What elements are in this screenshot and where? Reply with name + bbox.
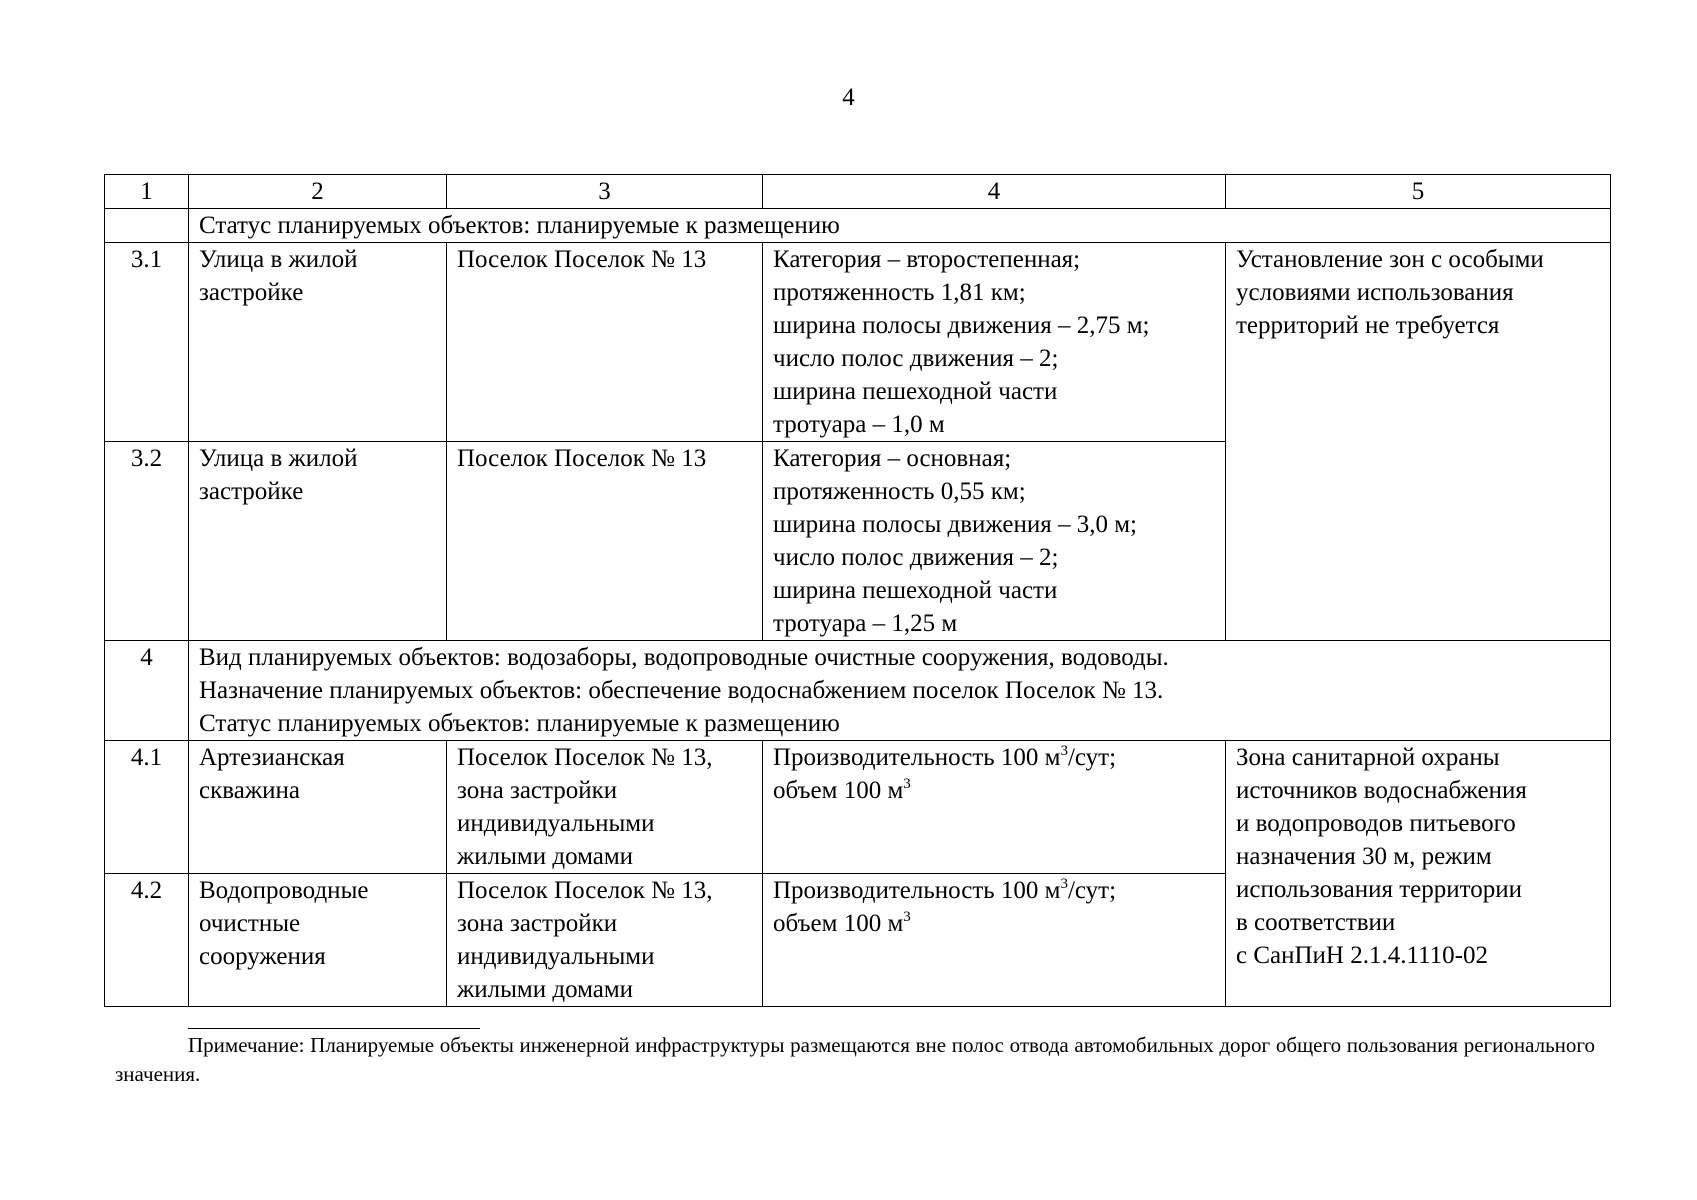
row-number: 3.2 — [105, 442, 189, 641]
object-specs — [763, 874, 1226, 1007]
row-number: 3.1 — [105, 243, 189, 442]
spec-line: ширина пешеходной части — [773, 577, 1058, 604]
spec-line: Категория – основная; — [773, 445, 1012, 472]
object-name: Водопроводные очистные сооружения — [189, 874, 447, 1007]
object-specs — [763, 442, 1226, 641]
object-location: Поселок Поселок № 13, зона застройки индивидуальными жилыми домами — [447, 741, 763, 874]
header-row — [105, 175, 1611, 209]
capacity-unit: /сут; — [1067, 877, 1117, 904]
section-4-purpose: Назначение планируемых объектов: обеспечение водоснабжением поселок Поселок № 13. — [199, 677, 1164, 704]
spec-line: ширина пешеходной части — [773, 378, 1058, 405]
header-cell-2: 2 — [189, 175, 447, 209]
capacity-text: Производительность 100 м — [773, 744, 1061, 771]
footnote-divider — [188, 1028, 480, 1029]
section-4-description — [189, 641, 1611, 741]
header-cell-1: 1 — [105, 175, 189, 209]
volume-text: объем 100 м — [773, 777, 904, 804]
planned-objects-table — [104, 174, 1611, 1007]
spec-line: Категория – второстепенная; — [773, 246, 1081, 273]
section-3-num-cell — [105, 209, 189, 243]
spec-line: число полос движения – 2; — [773, 345, 1059, 372]
spec-line: протяженность 0,55 км; — [773, 478, 1026, 505]
section-4-row — [105, 641, 1611, 741]
spec-line: ширина полосы движения – 3,0 м; — [773, 511, 1137, 538]
object-name: Улица в жилой застройке — [189, 243, 447, 442]
zones-cell-section-4: Зона санитарной охраны источников водоснабжения и водопроводов питьевого назначения 30 м, режим использования территории в соответствии с СанПиН 2.1.4.1110-02 — [1226, 741, 1611, 1007]
object-location: Поселок Поселок № 13, зона застройки индивидуальными жилыми домами — [447, 874, 763, 1007]
row-number: 4.2 — [105, 874, 189, 1007]
capacity-unit: /сут; — [1067, 744, 1117, 771]
table-row — [105, 243, 1611, 442]
header-cell-4: 4 — [763, 175, 1226, 209]
object-location: Поселок Поселок № 13 — [447, 243, 763, 442]
object-name: Улица в жилой застройке — [189, 442, 447, 641]
capacity-line — [773, 874, 1215, 907]
object-name: Артезианская скважина — [189, 741, 447, 874]
header-cell-3: 3 — [447, 175, 763, 209]
volume-line — [773, 907, 1215, 940]
section-4-number: 4 — [105, 641, 189, 741]
section-3-status: Статус планируемых объектов: планируемые к размещению — [189, 209, 1611, 243]
footnote-note: Примечание: Планируемые объекты инженерной инфраструктуры размещаются вне полос отвода автомобильных дорог общего пользования регионального значения. — [115, 1033, 1595, 1086]
volume-line — [773, 774, 1215, 807]
section-3-status-row — [105, 209, 1611, 243]
spec-line: ширина полосы движения – 2,75 м; — [773, 312, 1150, 339]
capacity-exponent: 3 — [1060, 876, 1068, 892]
header-cell-5: 5 — [1226, 175, 1611, 209]
volume-exponent: 3 — [903, 776, 911, 792]
capacity-line — [773, 741, 1215, 774]
spec-line: тротуара – 1,25 м — [773, 610, 958, 637]
row-number: 4.1 — [105, 741, 189, 874]
table-row — [105, 741, 1611, 874]
volume-text: объем 100 м — [773, 910, 904, 937]
zones-cell-section-3: Установление зон с особыми условиями использования территорий не требуется — [1226, 243, 1611, 641]
section-4-kind: Вид планируемых объектов: водозаборы, водопроводные очистные сооружения, водоводы. — [199, 644, 1169, 671]
capacity-exponent: 3 — [1060, 743, 1068, 759]
section-4-status: Статус планируемых объектов: планируемые к размещению — [199, 710, 840, 737]
object-specs — [763, 741, 1226, 874]
volume-exponent: 3 — [903, 909, 911, 925]
spec-line: протяженность 1,81 км; — [773, 279, 1026, 306]
object-location: Поселок Поселок № 13 — [447, 442, 763, 641]
page-number: 4 — [842, 84, 855, 111]
object-specs — [763, 243, 1226, 442]
spec-line: число полос движения – 2; — [773, 544, 1059, 571]
capacity-text: Производительность 100 м — [773, 877, 1061, 904]
spec-line: тротуара – 1,0 м — [773, 411, 945, 438]
